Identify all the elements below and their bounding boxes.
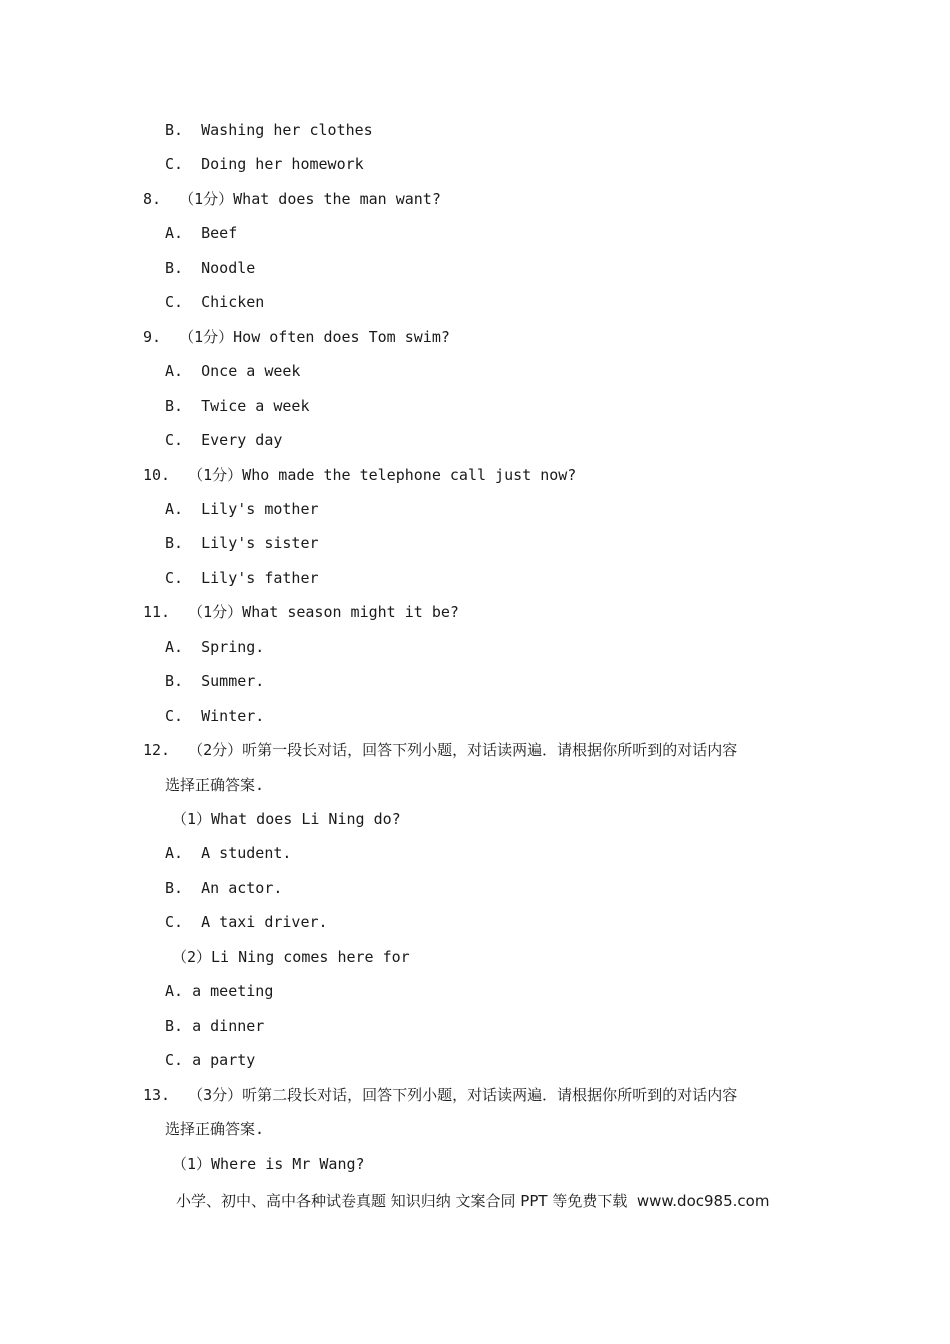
answer-option: B. Summer. [165,672,265,691]
answer-option: C. Chicken [165,293,265,312]
answer-option: A. Once a week [165,362,301,381]
answer-option: A. Lily's mother [165,499,319,518]
question-line: 11. （1分）What season might it be? [143,603,459,622]
question-line: 13. （3分）听第二段长对话，回答下列小题，对话读两遍．请根据你所听到的对话内容 [143,1085,738,1104]
answer-option: B. Washing her clothes [165,121,373,139]
answer-option: C. Every day [165,431,283,450]
question-continuation: 选择正确答案. [165,1120,265,1139]
answer-option: A. Spring. [165,637,265,656]
question-line: 12. （2分）听第一段长对话，回答下列小题，对话读两遍．请根据你所听到的对话内容 [143,741,738,760]
answer-option: B. a dinner [165,1016,265,1035]
answer-option: B. An actor. [165,878,283,897]
answer-option: B. Lily's sister [165,534,319,553]
question-line: 10. （1分）Who made the telephone call just now? [143,465,577,484]
answer-option: C. a party [165,1051,256,1070]
question-line: 8. （1分）What does the man want? [143,189,441,208]
answer-option: A. Beef [165,224,238,243]
answer-option: A. A student. [165,844,292,863]
answer-option: C. Doing her homework [165,155,364,174]
answer-option: B. Noodle [165,258,256,277]
answer-option: B. Twice a week [165,396,310,415]
answer-option: C. A taxi driver. [165,913,328,932]
answer-option: C. Lily's father [165,568,319,587]
answer-option: C. Winter. [165,706,265,725]
question-line: 9. （1分）How often does Tom swim? [143,327,450,346]
question-continuation: 选择正确答案. [165,775,265,794]
sub-question: （1）Where is Mr Wang? [172,1154,365,1173]
answer-option: A. a meeting [165,982,274,1001]
page-footer: 小学、初中、高中各种试卷真题 知识归纳 文案合同 PPT 等免费下载 www.doc985.com [176,1192,770,1210]
sub-question: （2）Li Ning comes here for [172,947,410,966]
sub-question: （1）What does Li Ning do? [172,810,401,828]
